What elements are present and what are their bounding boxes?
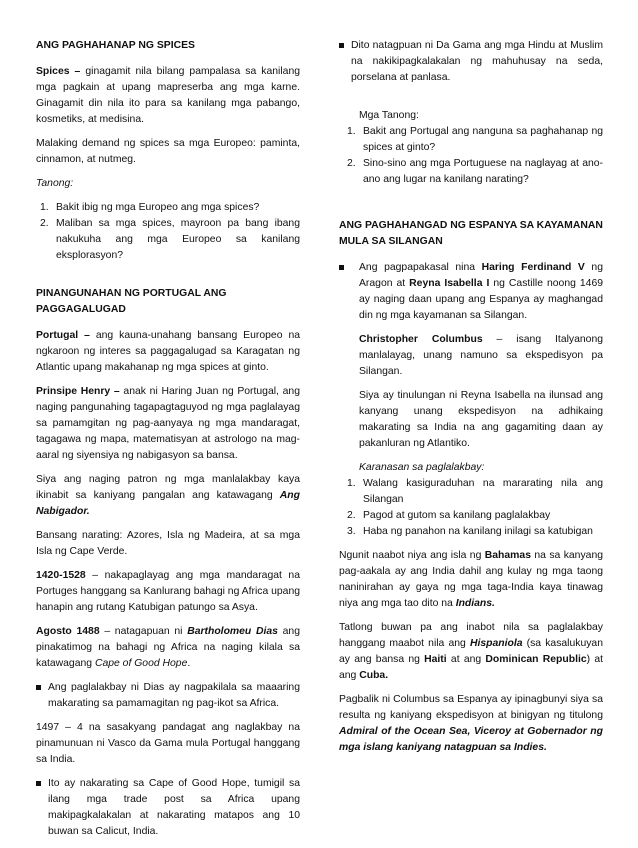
cape-name: Cape of Good Hope <box>94 658 188 669</box>
right-column <box>339 38 603 764</box>
bullet-item: Ang paglalakbay ni Dias ay nagpakilala sa maaaring makarating sa pamamagitan ng pag-ikot sa Africa. <box>36 680 300 712</box>
bullet-item: Ito ay nakarating sa Cape of Good Hope, tumigil sa ilang mga trade post sa Africa upang makipagkalakalan at nakarating matapos ang 10 buwan sa Calicut, India. <box>36 776 300 840</box>
bullet-square-icon <box>36 685 41 690</box>
cuba-name: Cuba. <box>359 670 389 681</box>
left-column <box>36 38 300 848</box>
spices-paragraph <box>36 64 300 128</box>
admiral-title: Admiral of the Ocean Sea, Viceroy at Gobernador ng mga islang kaniyang natagpuan sa Indies. <box>339 726 603 753</box>
bullet-square-icon <box>339 43 344 48</box>
patron-text: Siya ang naging patron ng mga manlalakbay kaya ikinabit sa kaniyang pangalan ang katawagang <box>36 474 300 501</box>
henry-paragraph <box>36 384 300 464</box>
haiti-name: Haiti <box>424 654 447 665</box>
spices-term: Spices – <box>36 66 81 77</box>
tanong-label: Tanong: <box>36 178 74 189</box>
mga-tanong-label: Mga Tanong: <box>359 110 419 121</box>
portugal-paragraph <box>36 328 300 376</box>
portugal-definition: ang kauna-unahang bansang Europeo na ngkaroon ng interes sa paggagalugad sa Karagatan ng Atlantic upang makahanap ng mga spices at ginto. <box>36 330 300 373</box>
karanasan-list <box>343 476 603 540</box>
ngunit-paragraph: Ngunit naabot niya ang isla ng Bahamas na sa kanyang pag-aakala ay ang India dahil ang kulay ng mga taong naninirahan ay gaya ng mga taga-India kaya tinawag niya ang mga tao dito na Indians. <box>339 550 603 609</box>
question-item: 2. Maliban sa mga spices, mayroon pa bang ibang nakukuha ang mga Europeo sa kanilang eksplorasyon? <box>40 218 300 261</box>
ferdinand-name: Haring Ferdinand V <box>481 262 585 273</box>
tinulungan-paragraph: Siya ay tinulungan ni Reyna Isabella na ilunsad ang kanyang unang ekspedisyon na adhikaing makarating sa India na ang gagamiting daan ay pakanluran ng Atlantiko. <box>359 390 603 449</box>
indians-name: Indians. <box>455 598 495 609</box>
columbus-paragraph: Christopher Columbus – isang Italyanong manlalayag, unang namuno sa ekspedisyon pa Silangan. <box>359 334 603 377</box>
karanasan-item: 1. Walang kasiguraduhan na mararating nila ang Silangan <box>347 478 603 505</box>
bullet-item: Dito natagpuan ni Da Gama ang mga Hindu at Muslim na nakikipagkalakalan ng mahuhusay na seda, porselana at panlasa. <box>339 38 603 86</box>
p1420-definition: – nakapaglayag ang mga mandaragat na Portuges hanggang sa Kanlurang bahagi ng Africa upang hanapin ang rutang Katubigan patungo sa Asya. <box>36 570 301 613</box>
henry-definition: anak ni Haring Juan ng Portugal, ang naging pangunahing tagapagtaguyod ng mga paglalayag sa pamamgitan ng pag-aanyaya ng mga mandaragat, tagagawa ng mapa, matematisyan at astrologo na mag-aaral ng siyensiya ng nabigasyon sa bansa. <box>36 386 300 461</box>
karanasan-label: Karanasan sa paglalakbay: <box>359 462 485 473</box>
tatlong-paragraph: Tatlong buwan pa ang inabot nila sa paglalakbay hanggang maabot nila ang Hispaniola (sa kasalukuyan ay ang bansa ng Haiti at ang Dominican Republic) at ang Cuba. <box>339 622 603 681</box>
bullet-square-icon <box>339 265 344 270</box>
p1497-paragraph: 1497 – 4 na sasakyang pandagat ang naglakbay na pinamunuan ni Vasco da Gama mula Portugal hanggang sa India. <box>36 722 300 765</box>
agosto-rest: ang pinakatimog na bahagi ng Africa na naging kilala sa katawagang <box>36 626 300 669</box>
agosto-text: – natagapuan ni <box>99 626 188 637</box>
dias-name: Bartholomeu Dias <box>187 626 278 637</box>
narating-paragraph: Bansang narating: Azores, Isla ng Madeira, at sa mga Isla ng Cape Verde. <box>36 530 300 557</box>
patron-paragraph <box>36 472 300 520</box>
agosto-term: Agosto 1488 <box>36 626 100 637</box>
section-heading-portugal: PINANGUNAHAN NG PORTUGAL ANG PAGGAGALUGAD <box>36 288 227 315</box>
nabigador-title: Ang Nabigador. <box>36 490 300 517</box>
columbus-name: Christopher Columbus <box>359 334 483 345</box>
bahamas-name: Bahamas <box>484 550 531 561</box>
agosto-paragraph: Agosto 1488 – natagapuan ni Bartholomeu Dias ang pinakatimog na bahagi ng Africa na naging kilala sa katawagang Cape of Good Hope. <box>36 626 300 669</box>
question-item: 1. Bakit ang Portugal ang nanguna sa paghahanap ng spices at ginto? <box>347 126 603 153</box>
section-heading-spices: ANG PAGHAHANAP NG SPICES <box>36 40 195 51</box>
section-heading-espanya: ANG PAGHAHANGAD NG ESPANYA SA KAYAMANAN MULA SA SILANGAN <box>339 220 603 247</box>
question-item: 2. Sino-sino ang mga Portuguese na naglayag at ano-ano ang lugar na kanilang narating? <box>347 158 603 185</box>
question-list-2 <box>343 124 603 188</box>
pagbalik-paragraph: Pagbalik ni Columbus sa Espanya ay ipinagbunyi siya sa resulta ng kaniyang ekspedisyon at binigyan ng titulong Admiral of the Ocean Sea, Viceroy at Gobernador ng mga islang kaniyang natagpuan sa Indies. <box>339 694 603 753</box>
question-list-1 <box>36 200 300 264</box>
demand-paragraph: Malaking demand ng spices sa mga Europeo: paminta, cinnamon, at nutmeg. <box>36 138 300 165</box>
p1420-term: 1420-1528 <box>36 570 86 581</box>
henry-term: Prinsipe Henry – <box>36 386 120 397</box>
dominican-name: Dominican Republic <box>485 654 587 665</box>
karanasan-item: 3. Haba ng panahon na kanilang inilagi sa katubigan <box>347 526 593 537</box>
spices-definition: ginagamit nila bilang pampalasa sa kanilang mga pagkain at upang mapreserba ang mga karne. Ginagamit din nila ito para sa kanilang mga pabango, kosmetiks, at medisina. <box>36 66 301 125</box>
portugal-term: Portugal – <box>36 330 90 341</box>
hispaniola-name: Hispaniola <box>469 638 523 649</box>
p1420-paragraph <box>36 568 300 616</box>
question-item: 1. Bakit ibig ng mga Europeo ang mga spices? <box>40 202 260 213</box>
bullet-square-icon <box>36 781 41 786</box>
isabella-name: Reyna Isabella I <box>409 278 490 289</box>
bullet-item: Ang pagpapakasal nina Haring Ferdinand V ng Aragon at Reyna Isabella I ng Castille noong 1469 ay naging daan upang ang Espanya ay maghangad din ng mga kayamanan sa Silangan. <box>339 260 603 324</box>
karanasan-item: 2. Pagod at gutom sa kanilang paglalakbay <box>347 510 551 521</box>
